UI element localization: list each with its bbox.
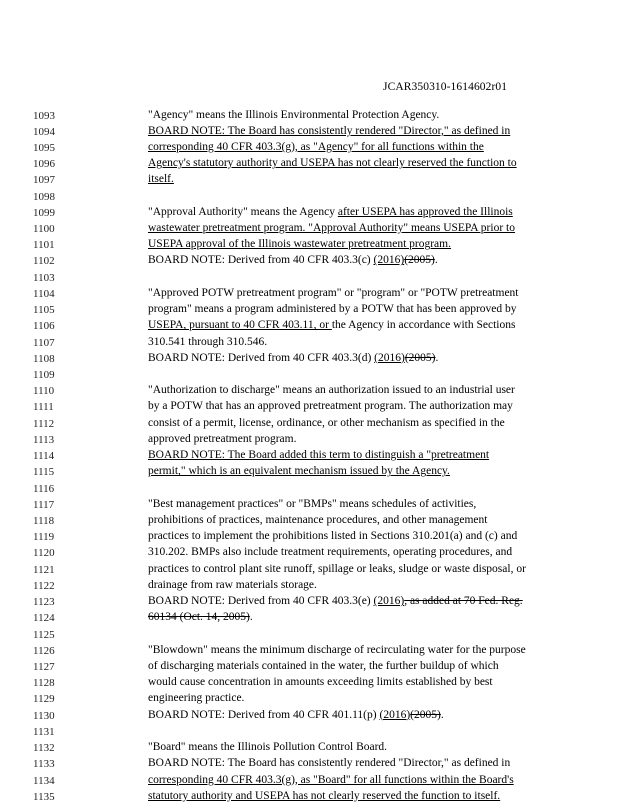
line-text	[148, 660, 499, 672]
line-text	[148, 741, 387, 753]
text-segment: consist of a permit, license, ordinance, or other mechanism as specified in the	[148, 416, 505, 429]
document-line	[0, 254, 621, 270]
text-segment: BOARD NOTE: Derived from 40 CFR 403.3(e)	[148, 595, 374, 608]
line-text	[148, 109, 439, 121]
line-number: 1097	[33, 174, 55, 187]
line-text	[148, 238, 451, 250]
line-text	[148, 433, 296, 445]
document-line	[0, 546, 621, 562]
text-segment: .	[440, 708, 444, 721]
document-line	[0, 206, 621, 222]
line-number: 1094	[33, 125, 55, 138]
document-line	[0, 579, 621, 595]
line-number: 1104	[33, 287, 55, 300]
document-line	[0, 287, 621, 303]
document-line	[0, 644, 621, 660]
line-number: 1121	[33, 563, 55, 576]
inserted-text: after USEPA has approved the Illinois	[337, 205, 513, 218]
text-segment: BOARD NOTE: Derived from 40 CFR 401.11(p)	[148, 708, 380, 721]
line-number: 1115	[33, 466, 55, 479]
line-number: 1108	[33, 352, 55, 365]
line-number: 1132	[33, 742, 55, 755]
document-line	[0, 725, 621, 741]
line-number: 1093	[33, 109, 55, 122]
line-text	[148, 319, 515, 331]
line-text	[148, 141, 484, 153]
line-text	[148, 465, 450, 477]
document-line	[0, 482, 621, 498]
document-line	[0, 628, 621, 644]
text-segment: approved pretreatment program.	[148, 432, 297, 445]
document-line	[0, 352, 621, 368]
document-line	[0, 336, 621, 352]
line-text	[148, 384, 515, 396]
text-segment: BOARD NOTE: Derived from 40 CFR 403.3(d)	[148, 351, 375, 364]
document-line	[0, 384, 621, 400]
document-line	[0, 400, 621, 416]
line-number: 1103	[33, 271, 55, 284]
line-number: 1123	[33, 596, 55, 609]
text-segment: by a POTW that has an approved pretreatment program. The authorization may	[148, 400, 513, 413]
document-line	[0, 303, 621, 319]
line-number: 1117	[33, 498, 55, 511]
line-text	[148, 173, 174, 185]
inserted-text: (2016)	[374, 351, 405, 364]
document-line	[0, 563, 621, 579]
inserted-text: USEPA approval of the Illinois wastewater pretreatment program.	[148, 238, 451, 251]
document-line	[0, 222, 621, 238]
line-text	[148, 611, 253, 623]
line-number: 1118	[33, 515, 55, 527]
text-segment: the Agency in accordance with Sections	[331, 319, 516, 332]
text-segment: would cause concentration in amounts exceeding limits established by best	[148, 676, 493, 689]
line-number: 1134	[33, 774, 55, 787]
document-line	[0, 125, 621, 141]
text-segment: "Board" means the Illinois Pollution Control Board.	[148, 741, 388, 754]
document-line	[0, 141, 621, 157]
deleted-text: 60134 (Oct. 14, 2005)	[148, 611, 250, 624]
line-number: 1109	[33, 369, 55, 382]
text-segment: drainage from raw materials storage.	[148, 578, 317, 591]
line-text	[148, 287, 519, 299]
line-number: 1098	[33, 190, 55, 203]
document-line	[0, 238, 621, 254]
line-number: 1106	[33, 320, 55, 333]
line-text	[148, 709, 444, 721]
document-line	[0, 514, 621, 530]
document-line	[0, 173, 621, 189]
document-line	[0, 433, 621, 449]
text-segment: "Best management practices" or "BMPs" means schedules of activities,	[148, 497, 477, 510]
line-number: 1114	[33, 450, 55, 463]
line-number: 1133	[33, 758, 55, 771]
line-number: 1107	[33, 336, 55, 349]
text-segment: .	[435, 351, 439, 364]
inserted-text: corresponding 40 CFR 403.3(g), as "Board" for all functions within the Board's	[148, 773, 514, 786]
inserted-text: corresponding 40 CFR 403.3(g), as "Agency" for all functions within the	[148, 140, 484, 153]
document-id-header: JCAR350310-1614602r01	[383, 81, 508, 93]
inserted-text: (2016)	[373, 595, 405, 608]
document-line	[0, 595, 621, 611]
line-number: 1111	[33, 401, 54, 414]
inserted-text: itself.	[148, 173, 174, 186]
line-number: 1126	[33, 644, 55, 657]
line-text	[148, 352, 438, 364]
line-number: 1100	[33, 223, 55, 236]
line-number: 1119	[33, 531, 55, 544]
document-line	[0, 109, 621, 125]
document-line	[0, 449, 621, 465]
line-text	[148, 546, 512, 558]
line-number: 1116	[33, 482, 55, 495]
inserted-text: BOARD NOTE: The Board has consistently rendered "Director," as defined in	[148, 124, 511, 137]
text-segment: "Authorization to discharge" means an authorization issued to an industrial user	[148, 384, 515, 397]
line-number: 1131	[33, 725, 55, 738]
line-number: 1130	[33, 709, 55, 722]
line-number: 1125	[33, 628, 55, 641]
line-text	[148, 644, 526, 656]
line-number: 1120	[33, 547, 55, 560]
document-line	[0, 611, 621, 627]
inserted-text: wastewater pretreatment program. "Approval Authority" means USEPA prior to	[148, 222, 515, 235]
text-segment: 310.541 through 310.546.	[148, 335, 268, 348]
line-text	[148, 757, 510, 769]
inserted-text: Agency's statutory authority and USEPA has not clearly reserved the function to	[148, 157, 517, 170]
document-line	[0, 676, 621, 692]
document-line	[0, 709, 621, 725]
line-text	[148, 336, 267, 348]
document-line	[0, 157, 621, 173]
text-segment: .	[434, 254, 438, 267]
line-text	[148, 774, 514, 786]
inserted-text: statutory authority and USEPA has not clearly reserved the function to itself.	[148, 789, 501, 802]
text-segment: 310.202. BMPs also include treatment requirements, operating procedures, and	[148, 546, 513, 559]
line-number: 1102	[33, 255, 55, 268]
line-text	[148, 222, 515, 234]
line-number: 1110	[33, 385, 55, 398]
line-text	[148, 303, 517, 315]
inserted-text: (2016)	[379, 708, 411, 721]
text-segment: "Approved POTW pretreatment program" or "program" or "POTW pretreatment	[148, 286, 519, 299]
line-number: 1124	[33, 612, 55, 625]
line-number: 1096	[33, 158, 55, 171]
text-segment: "Approval Authority" means the Agency	[148, 205, 338, 218]
line-text	[148, 563, 526, 575]
text-segment: practices to implement the prohibitions listed in Sections 310.201(a) and (c) and	[148, 530, 518, 543]
line-number: 1105	[33, 304, 55, 317]
document-line	[0, 368, 621, 384]
line-text	[148, 514, 487, 526]
document-line	[0, 530, 621, 546]
line-text	[148, 449, 489, 461]
document-line	[0, 271, 621, 287]
line-number: 1099	[33, 206, 55, 219]
document-line	[0, 660, 621, 676]
inserted-text: USEPA, pursuant to 40 CFR 403.11, or	[148, 319, 332, 332]
text-segment: .	[249, 611, 253, 624]
line-text	[148, 125, 510, 137]
line-number: 1095	[33, 141, 55, 154]
deleted-text: (2005)	[404, 254, 435, 267]
line-text	[148, 254, 438, 266]
text-segment: BOARD NOTE: Derived from 40 CFR 403.3(c)	[148, 254, 374, 267]
document-line	[0, 692, 621, 708]
document-line	[0, 190, 621, 206]
line-number: 1128	[33, 677, 55, 690]
text-segment: BOARD NOTE: The Board has consistently rendered "Director," as defined in	[148, 757, 511, 770]
line-number: 1129	[33, 693, 55, 706]
inserted-text: (2016)	[373, 254, 405, 267]
deleted-text: (2005)	[404, 351, 436, 364]
deleted-text: (2005)	[410, 708, 441, 721]
document-line	[0, 741, 621, 757]
line-number: 1135	[33, 790, 55, 803]
text-segment: program" means a program administered by a POTW that has been approved by	[148, 303, 517, 316]
text-segment: practices to control plant site runoff, spillage or leaks, sludge or waste disposal, or	[148, 562, 526, 575]
line-text	[148, 498, 476, 510]
document-line	[0, 790, 621, 806]
line-text	[148, 157, 517, 169]
line-text	[148, 676, 493, 688]
text-segment: of discharging materials contained in the water, the further buildup of which	[148, 659, 499, 672]
document-line	[0, 498, 621, 514]
line-number: 1101	[33, 239, 55, 252]
deleted-text: , as added at 70 Fed. Reg.	[404, 595, 523, 608]
inserted-text: BOARD NOTE: The Board added this term to distinguish a "pretreatment	[148, 449, 490, 462]
line-text	[148, 400, 513, 412]
line-number: 1127	[33, 660, 55, 673]
document-line	[0, 465, 621, 481]
text-segment: prohibitions of practices, maintenance procedures, and other management	[148, 514, 488, 526]
document-line	[0, 774, 621, 790]
line-text	[148, 206, 513, 218]
line-text	[148, 595, 523, 607]
line-text	[148, 417, 505, 429]
text-segment: "Agency" means the Illinois Environmental Protection Agency.	[148, 108, 440, 121]
document-line	[0, 757, 621, 773]
line-number: 1112	[33, 417, 55, 430]
line-text	[148, 530, 517, 542]
text-segment: "Blowdown" means the minimum discharge of recirculating water for the purpose	[148, 643, 526, 656]
document-line	[0, 319, 621, 335]
line-number: 1122	[33, 579, 55, 592]
inserted-text: permit," which is an equivalent mechanism issued by the Agency.	[148, 465, 450, 478]
line-number: 1113	[33, 433, 55, 446]
line-text	[148, 692, 244, 704]
text-segment: engineering practice.	[148, 692, 245, 705]
line-text	[148, 579, 317, 591]
document-line	[0, 417, 621, 433]
